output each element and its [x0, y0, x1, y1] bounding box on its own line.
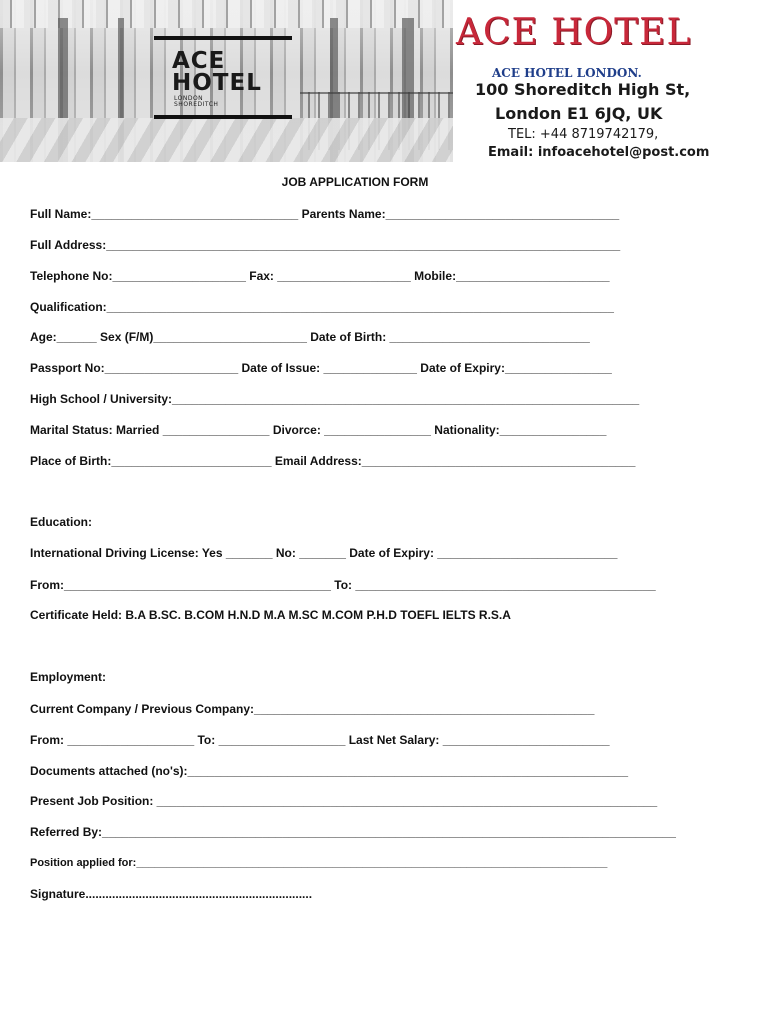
row-full-address[interactable]: Full Address:_____________________________________________________________________________ — [30, 238, 621, 252]
row-passport[interactable]: Passport No:____________________ Date of Issue: ______________ Date of Expiry:________________ — [30, 361, 612, 375]
address-line-1: 100 Shoreditch High St, — [475, 80, 691, 99]
row-employment-dates[interactable]: From: ___________________ To: ___________________ Last Net Salary: _________________________ — [30, 733, 610, 747]
row-certificate-held[interactable]: Certificate Held: B.A B.SC. B.COM H.N.D M.A M.SC M.COM P.H.D TOEFL IELTS R.S.A — [30, 608, 511, 622]
section-education: Education: — [30, 515, 92, 529]
logo-line-1: ACE — [172, 48, 226, 74]
row-position-applied[interactable]: Position applied for:_____________________________________________________________________________ — [30, 857, 608, 869]
row-telephone[interactable]: Telephone No:____________________ Fax: ____________________ Mobile:_______________________ — [30, 269, 610, 283]
photo-floor — [0, 118, 453, 162]
brand-subtitle: ACE HOTEL LONDON. — [492, 66, 642, 80]
logo-bar-bottom — [154, 115, 292, 119]
row-referred-by[interactable]: Referred By:______________________________________________________________________________________ — [30, 825, 676, 839]
logo-line-2: HOTEL — [172, 70, 262, 96]
logo-line-3: LONDON SHOREDITCH — [174, 95, 219, 108]
address-line-2: London E1 6JQ, UK — [495, 104, 663, 123]
row-education-dates[interactable]: From:________________________________________ To: _____________________________________________ — [30, 578, 656, 592]
row-marital-status[interactable]: Marital Status: Married ________________ Divorce: ________________ Nationality:________________ — [30, 423, 607, 437]
row-full-name[interactable]: Full Name:_______________________________ Parents Name:___________________________________ — [30, 207, 620, 221]
row-company[interactable]: Current Company / Previous Company:___________________________________________________ — [30, 702, 595, 716]
brand-title: ACE HOTEL — [456, 12, 692, 53]
email: Email: infoacehotel@post.com — [488, 145, 710, 160]
form-title: JOB APPLICATION FORM — [281, 175, 429, 189]
row-documents[interactable]: Documents attached (no's):__________________________________________________________________ — [30, 764, 629, 778]
ace-hotel-logo — [154, 36, 292, 120]
row-driving-license[interactable]: International Driving License: Yes _______ No: _______ Date of Expiry: ___________________________ — [30, 546, 618, 560]
row-signature[interactable]: Signature.................................................................... — [30, 887, 313, 901]
section-employment: Employment: — [30, 670, 107, 684]
telephone: TEL: +44 8719742179, — [508, 127, 659, 142]
row-place-of-birth[interactable]: Place of Birth:________________________ Email Address:_________________________________________ — [30, 454, 636, 468]
hotel-lobby-photo — [0, 0, 453, 162]
row-school[interactable]: High School / University:______________________________________________________________________ — [30, 392, 640, 406]
row-qualification[interactable]: Qualification:____________________________________________________________________________ — [30, 300, 614, 314]
row-age-sex-dob[interactable]: Age:______ Sex (F/M)_______________________ Date of Birth: ______________________________ — [30, 330, 590, 344]
row-present-position[interactable]: Present Job Position: ___________________________________________________________________________ — [30, 794, 658, 808]
logo-bar-top — [154, 36, 292, 40]
